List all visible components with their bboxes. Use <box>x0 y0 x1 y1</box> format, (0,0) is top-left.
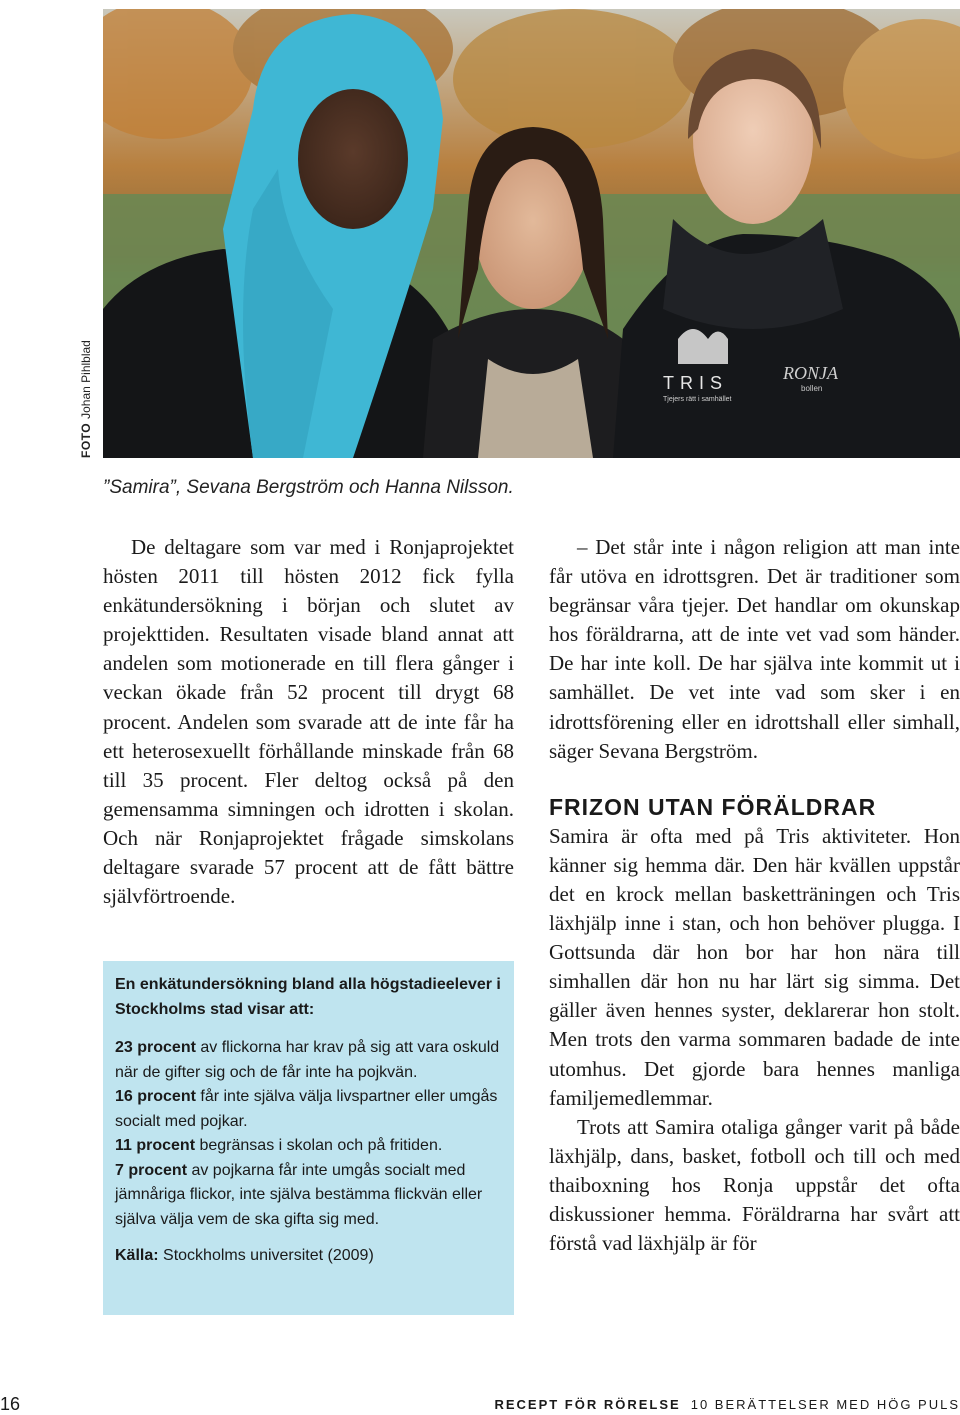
fact-box-item-figure: 16 procent <box>115 1088 196 1105</box>
fact-box-item-figure: 7 procent <box>115 1161 188 1179</box>
section-subheading: FRIZON UTAN FÖRÄLDRAR <box>549 793 877 820</box>
fact-box-item-text: av flickorna har krav på sig att vara oskuld när de gifter sig och de får inte ha pojkvän. <box>115 1039 500 1081</box>
photo-credit <box>79 340 93 458</box>
jacket-print-ronja: RONJA <box>783 363 838 383</box>
fact-box-item <box>115 1134 502 1159</box>
fact-box-item-figure: 23 procent <box>115 1039 196 1056</box>
photo-caption: ”Samira”, Sevana Bergström och Hanna Nilsson. <box>103 477 514 498</box>
body-paragraph: Trots att Samira otaliga gånger varit på både läxhjälp, dans, basket, fotboll och till och med thaiboxning hos Ronja uppstår det ofta diskussioner hemma. Föräldrarna har svårt att förstå vad läxhjälp är för <box>549 1114 960 1256</box>
fact-box-heading: En enkätundersökning bland alla högstadieelever i Stockholms stad visar att: <box>115 976 501 1018</box>
photo-credit-name: Johan Pihlblad <box>79 340 93 419</box>
right-column <box>549 533 960 1258</box>
fact-box-item <box>115 1085 502 1134</box>
fact-box-item <box>115 1159 502 1233</box>
cover-photo <box>103 9 960 458</box>
photo-illustration <box>103 9 960 458</box>
fact-box-item-text: av pojkarna får inte umgås socialt med jämnåriga flickor, inte själva bestämma flickvän eller själva välja vem de ska gifta sig med. <box>115 1161 483 1228</box>
photo-credit-label: FOTO <box>79 422 93 458</box>
fact-box-source-label: Källa: <box>115 1247 159 1264</box>
fact-box-item-figure: 11 procent <box>115 1137 196 1154</box>
fact-box-source-text: Stockholms universitet (2009) <box>158 1247 374 1264</box>
running-footer <box>494 1397 960 1412</box>
fact-box-item-text: begränsas i skolan och på fritiden. <box>195 1137 443 1154</box>
jacket-print-tris-small: Tjejers rätt i samhället <box>663 396 732 403</box>
page-number: 16 <box>0 1394 21 1414</box>
jacket-print-tris: TRIS <box>663 373 729 393</box>
quote-paragraph: – Det står inte i någon religion att man inte får utöva en idrottsgren. Det är traditioner som begränsar våra tjejer. Det handlar om okunskap hos föräldrarna, att de inte vet vad som händer. De har inte koll. De har själva inte kommit ut i samhället. De vet inte vad som sker i en idrottsförening eller en idrottshall eller simhall, säger Sevana Bergström. <box>549 535 960 763</box>
left-column <box>103 533 514 911</box>
body-paragraph: De deltagare som var med i Ronjaprojektet hösten 2011 till hösten 2012 fick fylla enkätundersökning i början och slutet av projekttiden. Resultaten visade bland annat att andelen som motionerade en till flera gånger i veckan ökade från 52 procent till drygt 68 procent. Andelen som svarade att de inte får ha ett heterosexuellt förhållande minskade från 68 till 35 procent. Fler deltog också på den gemensamma simningen och idrotten i skolan. Och när Ronjaprojektet frågade simskolans deltagare svarade 57 procent att de fått bättre självförtroende. <box>103 535 514 909</box>
fact-box-item <box>115 1036 502 1085</box>
fact-box-source <box>115 1244 502 1269</box>
running-footer-subtitle: 10 BERÄTTELSER MED HÖG PULS <box>690 1397 960 1412</box>
fact-box <box>103 961 514 1315</box>
body-paragraph: Samira är ofta med på Tris aktiviteter. Hon känner sig hemma där. Den här kvällen uppstår det en krock mellan basketträningen och Tris läxhjälp inne i stan, och hon behöver plugga. I Gottsunda där hon bor har hon nära till simhallen där hon nu har lärt sig simma. Det gäller även hennes syster, deklarerar hon stolt. Men trots den varma sommaren badade de inte utomhus. Det gjorde bara hennes manliga familjemedlemmar. <box>549 823 960 1110</box>
jacket-print-ronja-small: bollen <box>801 384 823 393</box>
fact-box-item-text: får inte själva välja livspartner eller umgås socialt med pojkar. <box>115 1088 498 1130</box>
running-footer-title: RECEPT FÖR RÖRELSE <box>494 1397 681 1412</box>
